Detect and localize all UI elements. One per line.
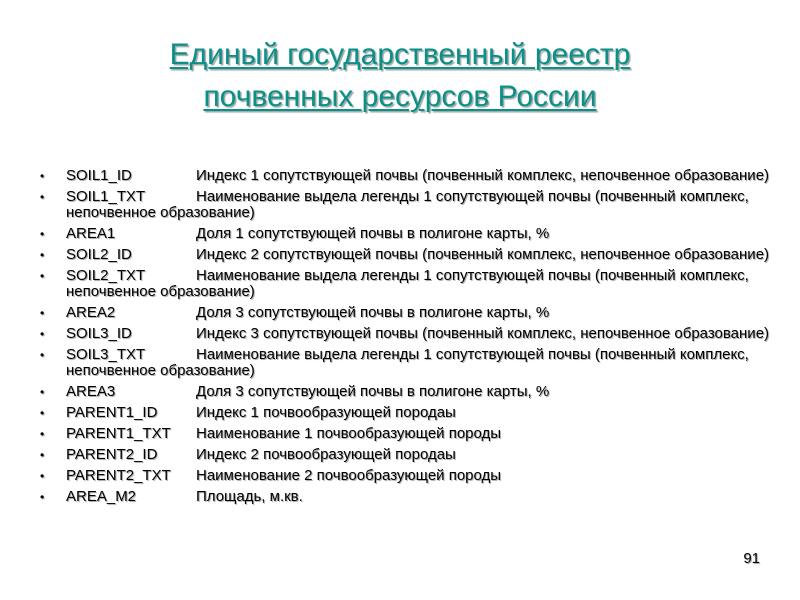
bullet-icon: • [40, 248, 45, 262]
list-item [38, 247, 778, 263]
bullet-icon: • [40, 385, 45, 399]
field-name: PARENT1_ID [66, 404, 158, 421]
field-description: Доля 3 сопутствующей почвы в полигоне карты, % [196, 383, 550, 400]
list-item [38, 489, 778, 505]
field-name: PARENT2_ID [66, 446, 158, 463]
field-description: Площадь, м.кв. [196, 488, 303, 505]
field-name: SOIL2_ID [66, 246, 132, 263]
list-item [38, 268, 778, 300]
field-name: SOIL1_ID [66, 167, 132, 184]
list-item [38, 326, 778, 342]
list-item [38, 384, 778, 400]
bullet-icon: • [40, 327, 45, 341]
bullet-icon: • [40, 448, 45, 462]
bullet-icon: • [40, 469, 45, 483]
list-item [38, 189, 778, 221]
field-description: Наименование выдела легенды 1 сопутствующей почвы (почвенный комплекс, непочвенное образование) [66, 267, 749, 300]
field-description: Индекс 1 сопутствующей почвы (почвенный комплекс, непочвенное образование) [196, 167, 770, 184]
field-description: Доля 3 сопутствующей почвы в полигоне карты, % [196, 304, 550, 321]
field-description: Индекс 3 сопутствующей почвы (почвенный комплекс, непочвенное образование) [196, 325, 770, 342]
list-item [38, 405, 778, 421]
list-item [38, 426, 778, 442]
bullet-icon: • [40, 348, 45, 362]
field-description: Наименование 1 почвообразующей породы [196, 425, 502, 442]
bullet-icon: • [40, 227, 45, 241]
field-name: AREA3 [66, 383, 116, 400]
field-name: SOIL2_TXT [66, 267, 146, 284]
title-line-1: Единый государственный реестр [169, 38, 631, 71]
slide-title-link[interactable] [0, 34, 800, 118]
field-description: Наименование 2 почвообразующей породы [196, 467, 502, 484]
list-item [38, 468, 778, 484]
field-name: AREA2 [66, 304, 116, 321]
field-description: Индекс 1 почвообразующей породаы [196, 404, 456, 421]
field-name: SOIL3_TXT [66, 346, 146, 363]
field-description: Наименование выдела легенды 1 сопутствующей почвы (почвенный комплекс, непочвенное образование) [66, 346, 749, 379]
field-list [38, 168, 778, 510]
list-item [38, 447, 778, 463]
page-number: 91 [743, 550, 760, 567]
field-name: SOIL3_ID [66, 325, 132, 342]
bullet-icon: • [40, 169, 45, 183]
list-item [38, 168, 778, 184]
bullet-icon: • [40, 306, 45, 320]
field-name: SOIL1_TXT [66, 188, 146, 205]
field-name: AREA_M2 [66, 488, 137, 505]
field-name: AREA1 [66, 225, 116, 242]
title-line-2: почвенных ресурсов России [203, 80, 597, 113]
field-description: Наименование выдела легенды 1 сопутствующей почвы (почвенный комплекс, непочвенное образование) [66, 188, 749, 221]
field-name: PARENT1_TXT [66, 425, 171, 442]
list-item [38, 305, 778, 321]
list-item [38, 347, 778, 379]
bullet-icon: • [40, 490, 45, 504]
list-item [38, 226, 778, 242]
field-description: Индекс 2 сопутствующей почвы (почвенный комплекс, непочвенное образование) [196, 246, 770, 263]
bullet-icon: • [40, 406, 45, 420]
field-description: Индекс 2 почвообразующей породаы [196, 446, 456, 463]
bullet-icon: • [40, 427, 45, 441]
bullet-icon: • [40, 190, 45, 204]
field-name: PARENT2_TXT [66, 467, 171, 484]
field-description: Доля 1 сопутствующей почвы в полигоне карты, % [196, 225, 550, 242]
bullet-icon: • [40, 269, 45, 283]
